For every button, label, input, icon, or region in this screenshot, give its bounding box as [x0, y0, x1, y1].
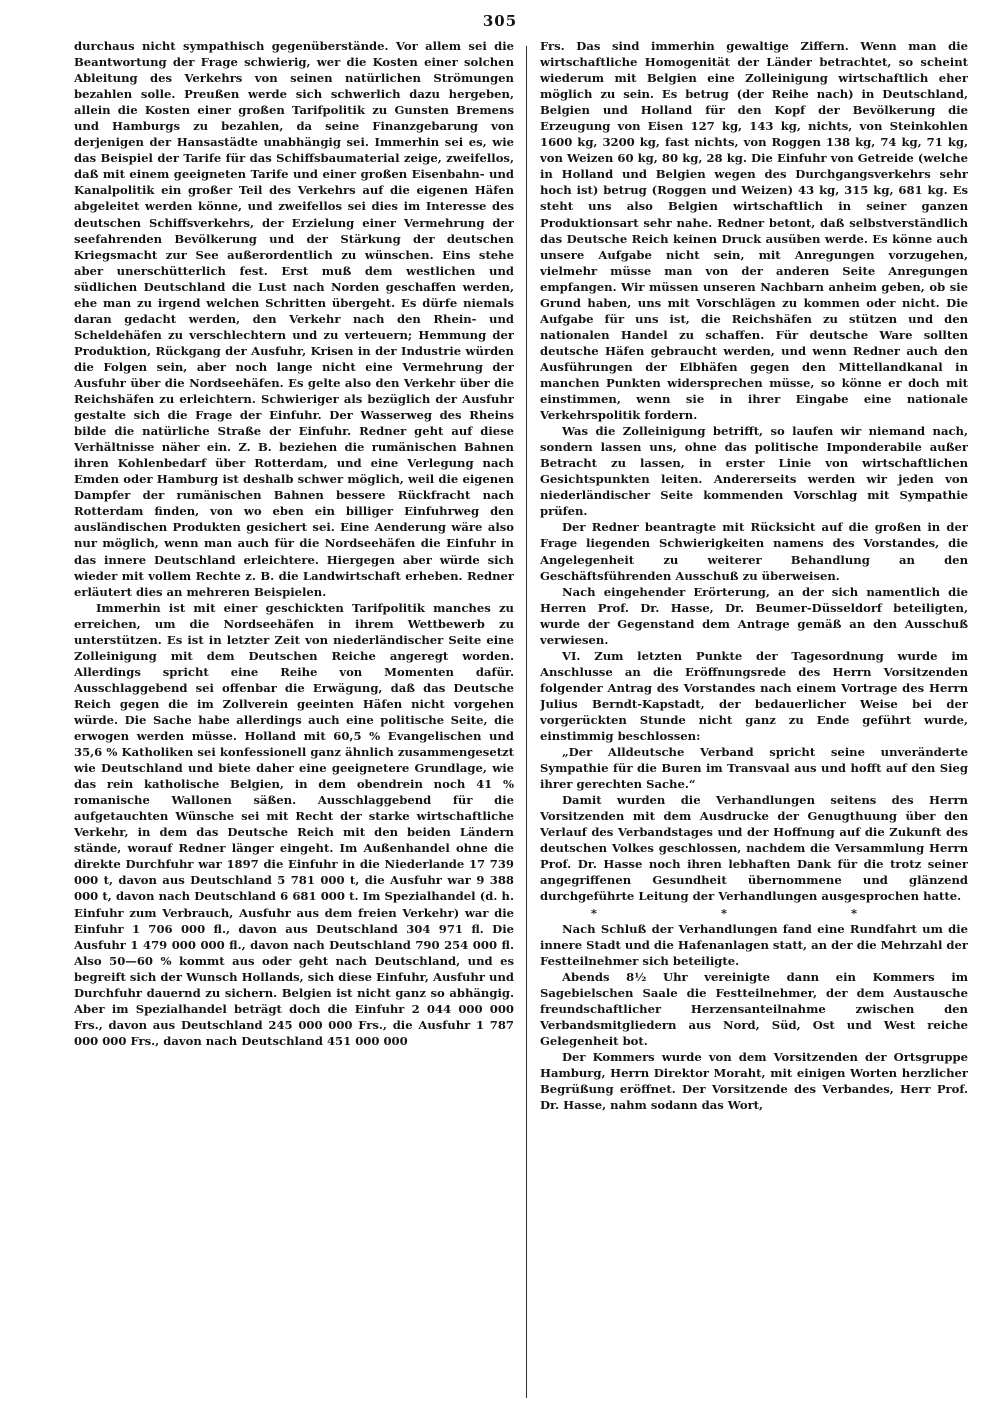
column-divider — [526, 46, 527, 1398]
left-column — [74, 38, 514, 1410]
right-paragraph-3: Der Redner beantragte mit Rücksicht auf die großen in der Frage liegenden Schwierigkeiten namens des Vorstandes, die Angelegenheit zu weiterer Behandlung an den Geschäftsführenden Ausschuß zu überweisen. — [540, 520, 968, 583]
right-paragraph-8: Nach Schluß der Verhandlungen fand eine Rundfahrt um die innere Stadt und die Hafenanlagen statt, an der die Mehrzahl der Festteilnehmer sich beteiligte. — [540, 921, 968, 968]
right-paragraph-5: VI. Zum letzten Punkte der Tagesordnung wurde im Anschlusse an die Eröffnungsrede des Herrn Vorsitzenden folgender Antrag des Vorstandes nach einem Vortrage des Herrn Julius Berndt-Kapstadt, der bedauerlicher Weise bei der vorgerückten Stunde nicht ganz zu Ende geführt wurde, einstimmig beschlossen: — [540, 648, 968, 744]
right-paragraph-9: Abends 8½ Uhr vereinigte dann ein Kommers im Sagebielschen Saale die Festteilnehmer, der dem Austausche freundschaftlicher Herzensanteilnahme zwischen den Verbandsmitgliedern aus Nord, Süd, Ost und West reiche Gelegenheit bot. — [540, 969, 968, 1048]
right-paragraph-10: Der Kommers wurde von dem Vorsitzenden der Ortsgruppe Hamburg, Herrn Direktor Moraht, mit einigen Worten herzlicher Begrüßung eröffnet. Der Vorsitzende des Verbandes, Herr Prof. Dr. Hasse, nahm sodann das Wort, — [540, 1049, 968, 1113]
left-paragraph-2: Immerhin ist mit einer geschickten Tarifpolitik manches zu erreichen, um die Nordseehäfen in ihrem Wettbewerb zu unterstützen. Es ist in letzter Zeit von niederländischer Seite eine Zolleinigung mit dem Deutschen Reiche angeregt worden. Allerdings spricht eine Reihe von Momenten dafür. Ausschlaggebend sei offenbar die Erwägung, daß das Deutsche Reich gegen die im Zollverein geeinten Häfen nicht vorgehen würde. Die Sache habe allerdings auch eine politische Seite, die erwogen werden müsse. Holland mit 60,5 % Evangelischen und 35,6 % Katholiken sei konfessionell ganz ähnlich zusammengesetzt wie Deutschland und biete daher eine geeignetere Grundlage, wie das rein katholische Belgien, in dem obendrein noch 41 % romanische Wallonen säßen. Ausschlaggebend für die aufgetauchten Wünsche sei mit Recht der starke wirtschaftliche Verkehr, in dem das Deutsche Reich mit den beiden Ländern stände, worauf Redner länger eingeht. Im Außenhandel ohne die direkte Durchfuhr war 1897 die Einfuhr in die Niederlande 17 739 000 t, davon aus Deutschland 5 781 000 t, die Ausfuhr war 9 388 000 t, davon nach Deutschland 6 681 000 t. Im Spezialhandel (d. h. Einfuhr zum Verbrauch, Ausfuhr aus dem freien Verkehr) war die Einfuhr 1 706 000 fl., davon aus Deutschland 304 971 fl. Die Ausfuhr 1 479 000 000 fl., davon nach Deutschland 790 254 000 fl. Also 50—60 % kommt aus oder geht nach Deutschland, und es begreift sich der Wunsch Hollands, sich diese Einfuhr, Ausfuhr und Durchfuhr dauernd zu sichern. Belgien ist nicht ganz so abhängig. Aber im Spezialhandel beträgt doch die Einfuhr 2 044 000 000 Frs., davon aus Deutschland 245 000 000 Frs., die Ausfuhr 1 787 000 000 Frs., davon nach Deutschland 451 000 000 — [74, 600, 514, 1048]
right-paragraph-4: Nach eingehender Erörterung, an der sich namentlich die Herren Prof. Dr. Hasse, Dr. Beumer-Düsseldorf beteiligten, wurde der Gegenstand dem Antrage gemäß an den Ausschuß verwiesen. — [540, 584, 968, 647]
right-paragraph-2: Was die Zolleinigung betrifft, so laufen wir niemand nach, sondern lassen uns, ohne das politische Imponderabile außer Betracht zu lassen, in erster Linie von wirtschaftlichen Gesichtspunkten leiten. Andererseits werden wir jeden von niederländischer Seite kommenden Vorschlag mit Sympathie prüfen. — [540, 424, 968, 519]
page-number: 305 — [482, 12, 518, 30]
resolution-quote: „Der Alldeutsche Verband spricht seine unveränderte Sympathie für die Buren im Transvaal aus und hofft auf den Sieg ihrer gerechten Sache.“ — [540, 745, 968, 792]
right-column — [540, 38, 968, 1410]
section-separator: * * * — [590, 905, 918, 920]
left-paragraph-1: durchaus nicht sympathisch gegenüberstände. Vor allem sei die Beantwortung der Frage schwierig, wer die Kosten einer solchen Ableitung des Verkehrs von seinen natürlichen Strömungen bezahlen solle. Preußen werde sich schwerlich dazu hergeben, allein die Kosten einer großen Tarifpolitik zu Gunsten Bremens und Hamburgs zu bezahlen, da seine Finanzgebarung von derjenigen der Hansastädte unabhängig sei. Immerhin sei es, wie das Beispiel der Tarife für das Schiffsbaumaterial zeige, zweifellos, daß mit einem geeigneten Tarife und einer großen Eisenbahn- und Kanalpolitik ein großer Teil des Verkehrs auf die eigenen Häfen abgeleitet werden könne, und zweifellos sei dies im Interesse des deutschen Schiffsverkehrs, der Erzielung einer Vermehrung der seefahrenden Bevölkerung und der Stärkung der deutschen Kriegsmacht zur See außerordentlich zu wünschen. Eins stehe aber unerschütterlich fest. Erst muß dem westlichen und südlichen Deutschland die Lust nach Norden geschaffen werden, ehe man zu irgend welchen Schritten übergeht. Es dürfe niemals daran gedacht werden, den Verkehr nach den Rhein- und Scheldehäfen zu verschlechtern und zu verteuern; Hemmung der Produktion, Rückgang der Ausfuhr, Krisen in der Industrie würden die Folgen sein, aber noch lange nicht eine Vermehrung der Ausfuhr über die Nordseehäfen. Es gelte also den Verkehr über die Reichshäfen zu erleichtern. Schwieriger als bezüglich der Ausfuhr gestalte sich die Frage der Einfuhr. Der Wasserweg des Rheins bilde die natürliche Straße der Einfuhr. Redner geht auf diese Verhältnisse näher ein. Z. B. beziehen die rumänischen Bahnen ihren Kohlenbedarf über Rotterdam, und eine Verlegung nach Emden oder Hamburg ist deshalb schwer möglich, weil die eigenen Dampfer der rumänischen Bahnen bessere Rückfracht nach Rotterdam finden, von wo eben ein billiger Einfuhrweg den ausländischen Produkten gesichert sei. Eine Aenderung wäre also nur möglich, wenn man auch für die Nordseehäfen die Einfuhr in das innere Deutschland erleichtere. Hiergegen aber würde sich wieder mit vollem Rechte z. B. die Landwirtschaft erheben. Redner erläutert dies an mehreren Beispielen. — [74, 39, 514, 599]
right-paragraph-1: Frs. Das sind immerhin gewaltige Ziffern. Wenn man die wirtschaftliche Homogenität der Länder betrachtet, so scheint wiederum mit Belgien eine Zolleinigung wirtschaftlich eher möglich zu sein. Es betrug (der Reihe nach) in Deutschland, Belgien und Holland für den Kopf der Bevölkerung die Erzeugung von Eisen 127 kg, 143 kg, nichts, von Steinkohlen 1600 kg, 3200 kg, fast nichts, von Roggen 138 kg, 74 kg, 71 kg, von Weizen 60 kg, 80 kg, 28 kg. Die Einfuhr von Getreide (welche in Holland und Belgien wegen des Durchgangsverkehrs sehr hoch ist) betrug (Roggen und Weizen) 43 kg, 315 kg, 681 kg. Es steht uns also Belgien wirtschaftlich in seiner ganzen Produktionsart sehr nahe. Redner betont, daß selbstverständlich das Deutsche Reich keinen Druck ausüben werde. Es könne auch unsere Aufgabe nicht sein, mit Anregungen vorzugehen, vielmehr müsse man von der anderen Seite Anregungen empfangen. Wir müssen unseren Nachbarn anheim geben, ob sie Grund haben, uns mit Vorschlägen zu kommen oder nicht. Die Aufgabe für uns ist, die Reichshäfen zu stützen und den nationalen Handel zu schaffen. Für deutsche Ware sollten deutsche Häfen gebraucht werden, und wenn Redner auch den Ausführungen der Elbhäfen gegen den Mittellandkanal in manchen Punkten widersprechen müsse, so könne er doch mit einstimmen, wenn sie in ihrer Eingabe eine nationale Verkehrspolitik fordern. — [540, 39, 968, 423]
right-paragraph-7: Damit wurden die Verhandlungen seitens des Herrn Vorsitzenden mit dem Ausdrucke der Genugthuung über den Verlauf des Verbandstages und der Hoffnung auf die Zukunft des deutschen Volkes geschlossen, nachdem die Versammlung Herrn Prof. Dr. Hasse noch ihren lebhaften Dank für die trotz seiner angegriffenen Gesundheit übernommene und glänzend durchgeführte Leitung der Verhandlungen ausgesprochen hatte. — [540, 793, 968, 904]
